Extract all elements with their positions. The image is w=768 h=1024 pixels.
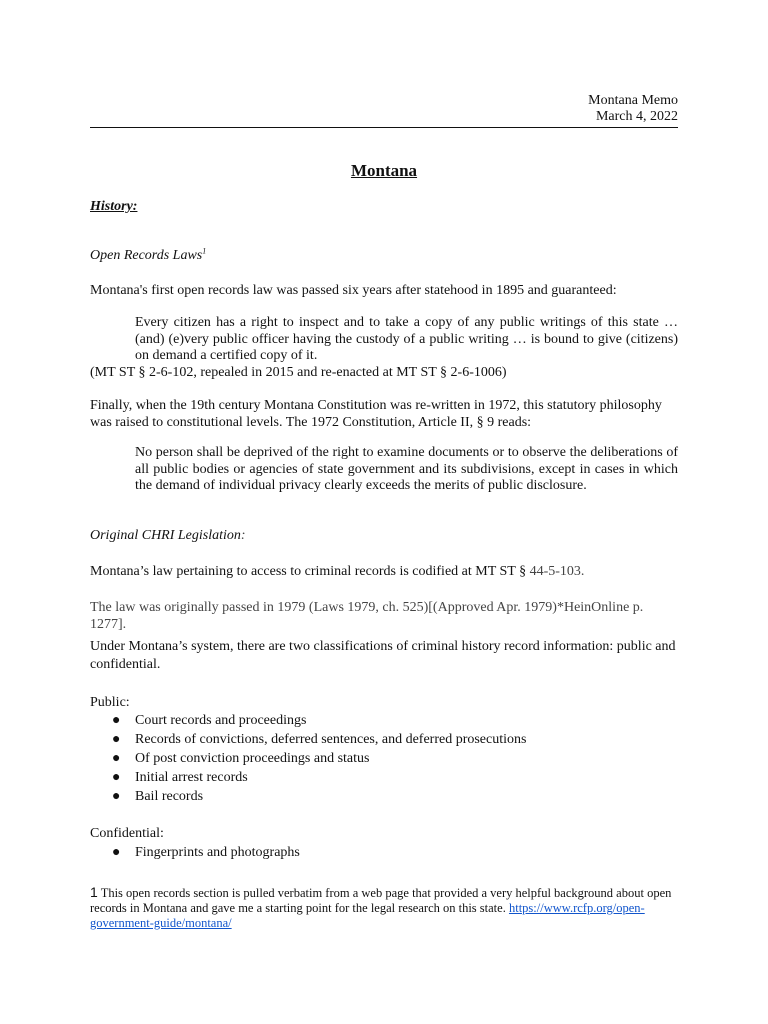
list-item: [112, 730, 672, 749]
bullet-icon: ●: [112, 770, 121, 785]
header-divider: [90, 127, 678, 128]
bullet-icon: ●: [112, 751, 121, 766]
footnote-ref[interactable]: 1: [202, 246, 207, 256]
classifications-paragraph: Under Montana’s system, there are two classifications of criminal history record information: public and confidential.: [90, 639, 676, 672]
list-item: [112, 787, 672, 806]
list-item-text: Fingerprints and photographs: [135, 845, 300, 860]
passed-paragraph: The law was originally passed in 1979 (Laws 1979, ch. 525)[(Approved Apr. 1979)*HeinOnline p. 1277].: [90, 600, 644, 632]
list-item: [112, 749, 672, 768]
list-item-text: Records of convictions, deferred sentences, and deferred prosecutions: [135, 732, 527, 747]
list-item-text: Initial arrest records: [135, 770, 248, 785]
memo-title: Montana Memo: [588, 93, 678, 108]
statute-quote: Every citizen has a right to inspect and to take a copy of any public writings of this state … (and) (e)very public officer having the custody of a public writing … is bound to give (citizens) on demand a certified copy of it.: [135, 315, 678, 363]
chri-heading-row: [90, 527, 678, 544]
memo-header: [588, 93, 678, 125]
statute-citation: (MT ST § 2-6-102, repealed in 2015 and re-enacted at MT ST § 2-6-1006): [90, 365, 507, 380]
public-label: Public:: [90, 695, 130, 710]
constitution-quote: No person shall be deprived of the right to examine documents or to observe the deliberations of all public bodies or agencies of state government and its subdivisions, except in cases in which the demand of individual privacy clearly exceeds the merits of public disclosure.: [135, 445, 678, 493]
list-item: [112, 711, 672, 730]
history-heading-row: [90, 198, 678, 215]
list-item: [112, 843, 672, 862]
constitution-paragraph: Finally, when the 19th century Montana Constitution was re-written in 1972, this statutory philosophy was raised to constitutional levels. The 1972 Constitution, Article II, § 9 reads:: [90, 398, 662, 430]
public-list: [112, 711, 672, 806]
open-records-intro: Montana's first open records law was passed six years after statehood in 1895 and guaranteed:: [90, 283, 617, 298]
list-item-text: Court records and proceedings: [135, 713, 307, 728]
page-title: Montana: [350, 161, 418, 180]
codified-paragraph: [90, 563, 678, 580]
list-item: [112, 768, 672, 787]
list-item-text: Bail records: [135, 789, 204, 804]
codified-section: 44-5-103.: [529, 564, 585, 579]
confidential-list: [112, 843, 672, 862]
bullet-icon: ●: [112, 845, 121, 860]
open-records-heading: Open Records Laws: [90, 248, 203, 263]
memo-date: March 4, 2022: [595, 109, 678, 124]
footnote-number: 1: [90, 884, 98, 900]
open-records-heading-row: [90, 247, 678, 264]
bullet-icon: ●: [112, 789, 121, 804]
confidential-label: Confidential:: [90, 826, 164, 841]
history-heading: History:: [90, 199, 138, 214]
bullet-icon: ●: [112, 732, 121, 747]
footnote-link[interactable]: https://www.rcfp.org/open-government-guide/montana/: [90, 901, 645, 930]
list-item-text: Of post conviction proceedings and status: [135, 751, 370, 766]
bullet-icon: ●: [112, 713, 121, 728]
footnote-text: This open records section is pulled verbatim from a web page that provided a very helpful background about open records in Montana and gave me a starting point for the legal research on this state.: [90, 886, 672, 915]
codified-text: Montana’s law pertaining to access to criminal records is codified at MT ST §: [90, 564, 530, 579]
chri-heading-colon: :: [240, 528, 246, 543]
chri-heading: Original CHRI Legislation: [90, 528, 241, 543]
footnote: [90, 885, 678, 931]
